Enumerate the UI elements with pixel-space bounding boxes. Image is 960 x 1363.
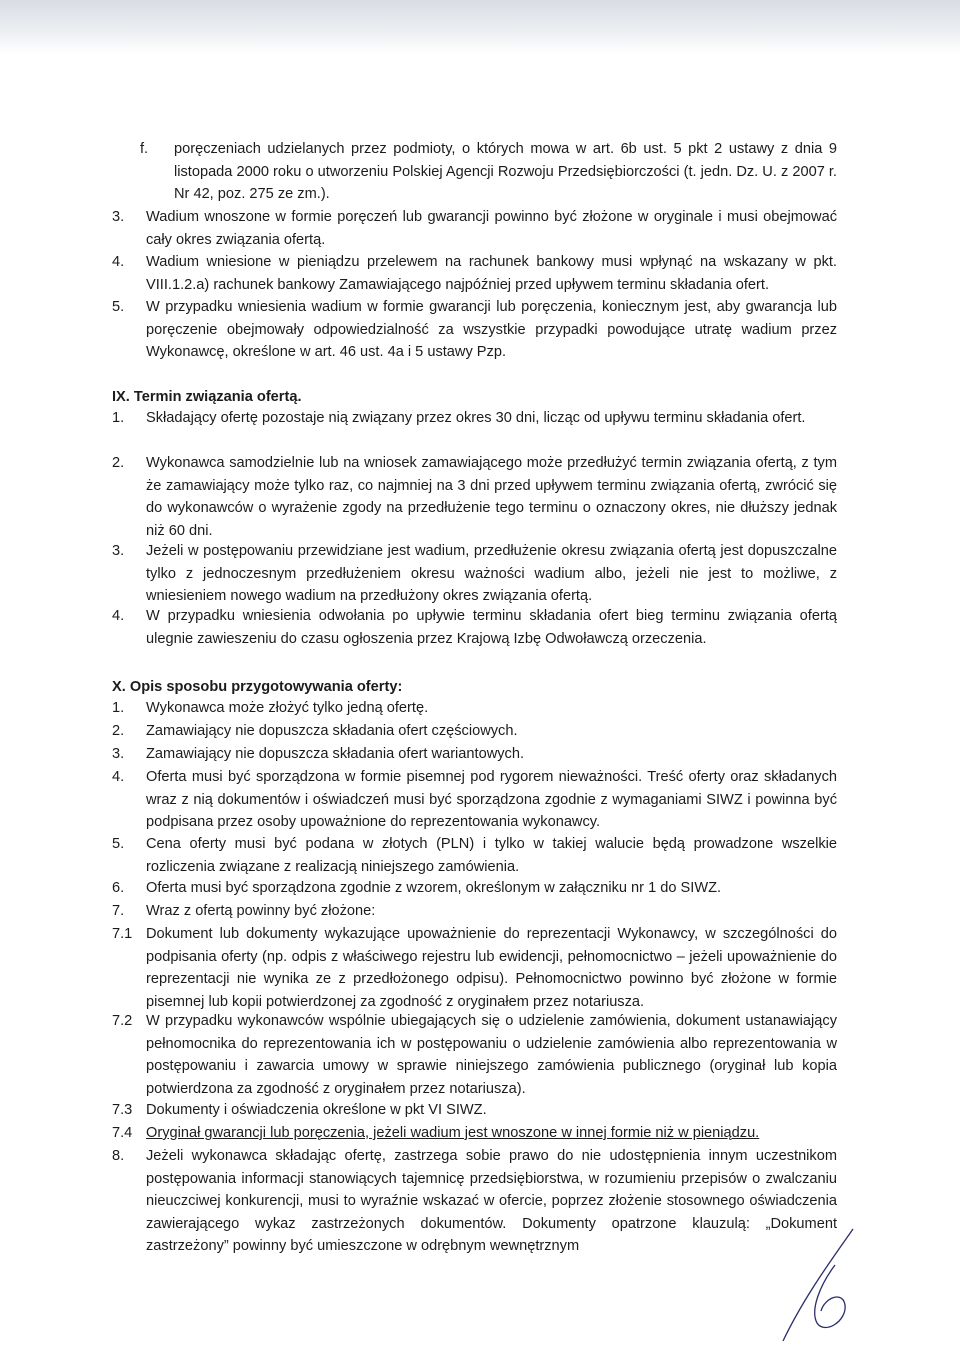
- list-item: [112, 900, 837, 923]
- item-text: Jeżeli w postępowaniu przewidziane jest wadium, przedłużenie okresu związania ofertą jest dopuszczalne tylko z jednoczesnym przedłużeniem okresu ważności wadium albo, jeżeli nie jest to możliwe, z wniesieniem nowego wadium na przedłużony okres związania ofertą.: [146, 543, 837, 604]
- list-item: [112, 206, 837, 251]
- item-text: Wraz z ofertą powinny być złożone:: [146, 903, 376, 919]
- item-number: 7.1: [112, 926, 133, 942]
- item-number: 7.2: [112, 1013, 133, 1029]
- item-text: W przypadku wykonawców wspólnie ubiegających się o udzielenie zamówienia, dokument ustanawiający pełnomocnika do reprezentowania ich w postępowaniu o udzielenie zamówienia albo reprezentowania w postępowaniu i zawarcia umowy w sprawie niniejszego zamówienia publicznego (oryginał lub kopia potwierdzona za zgodność z oryginałem przez notariusza).: [146, 1013, 837, 1097]
- item-number: 4.: [112, 769, 125, 785]
- item-number: 1.: [112, 410, 125, 426]
- item-text: Jeżeli wykonawca składając ofertę, zastrzega sobie prawo do nie udostępnienia innym uczestnikom postępowania informacji stanowiących tajemnicę przedsiębiorstwa, w rozumieniu przepisów o zwalczaniu nieuczciwej konkurencji, musi to wyraźnie wskazać w ofercie, poprzez złożenie stosownego oświadczenia zawierającego wykaz zastrzeżonych dokumentów. Dokumenty opatrzone klauzulą: „Dokument zastrzeżony” powinny być umieszczone w odrębnym wewnętrznym: [146, 1148, 837, 1254]
- section-heading-x: [112, 676, 837, 698]
- item-number: 7.3: [112, 1102, 133, 1118]
- item-text: W przypadku wniesienia odwołania po upływie terminu składania ofert bieg terminu związania ofertą ulegnie zawieszeniu do czasu ogłoszenia przez Krajową Izbę Odwoławczą orzeczenia.: [146, 608, 837, 647]
- item-text: Zamawiający nie dopuszcza składania ofert wariantowych.: [146, 746, 524, 762]
- item-text: Oryginał gwarancji lub poręczenia, jeżeli wadium jest wnoszone w innej formie niż w pieniądzu.: [146, 1125, 760, 1141]
- list-item: [112, 452, 837, 542]
- item-text: Cena oferty musi być podana w złotych (PLN) i tylko w takiej walucie będą prowadzone wszelkie rozliczenia związane z realizacją niniejszego zamówienia.: [146, 836, 837, 875]
- list-item: [112, 697, 837, 720]
- section-heading-ix: [112, 386, 837, 408]
- item-number: 6.: [112, 880, 125, 896]
- list-item: [112, 407, 837, 430]
- list-item: [112, 1099, 837, 1122]
- item-number: 3.: [112, 746, 125, 762]
- list-item: [112, 743, 837, 766]
- list-item: [112, 296, 837, 364]
- list-item: [112, 540, 837, 608]
- item-number: 8.: [112, 1148, 125, 1164]
- list-item: [112, 766, 837, 834]
- section-number: IX.: [112, 389, 130, 405]
- item-number: 4.: [112, 254, 125, 270]
- section-title: Opis sposobu przygotowywania oferty:: [129, 679, 403, 695]
- item-text: Oferta musi być sporządzona w formie pisemnej pod rygorem nieważności. Treść oferty oraz składanych wraz z nią dokumentów i oświadczeń musi być sporządzona zgodnie z wymaganiami SIWZ i powinna być podpisana przez osoby upoważnione do reprezentowania wykonawcy.: [146, 769, 837, 830]
- item-number: f.: [140, 141, 149, 157]
- item-text: W przypadku wniesienia wadium w formie gwarancji lub poręczenia, koniecznym jest, aby gwarancja lub poręczenie obejmowały odpowiedzialność za wszystkie przypadki powodujące utratę wadium przez Wykonawcę, określone w art. 46 ust. 4a i 5 ustawy Pzp.: [146, 299, 837, 360]
- item-text: Wadium wnoszone w formie poręczeń lub gwarancji powinno być złożone w oryginale i musi obejmować cały okres związania ofertą.: [146, 209, 837, 248]
- item-number: 2.: [112, 723, 125, 739]
- item-number: 3.: [112, 209, 125, 225]
- section-title: Termin związania ofertą.: [133, 389, 302, 405]
- list-item: [112, 251, 837, 296]
- item-number: 4.: [112, 608, 125, 624]
- item-text: Oferta musi być sporządzona zgodnie z wzorem, określonym w załączniku nr 1 do SIWZ.: [146, 880, 722, 896]
- list-item: [112, 833, 837, 878]
- item-number: 5.: [112, 299, 125, 315]
- item-number: 7.: [112, 903, 125, 919]
- item-text: Wykonawca może złożyć tylko jedną ofertę.: [146, 700, 429, 716]
- item-text: Składający ofertę pozostaje nią związany przez okres 30 dni, licząc od upływu terminu składania ofert.: [146, 410, 806, 426]
- list-item: [112, 1010, 837, 1100]
- item-text: Wadium wniesione w pieniądzu przelewem na rachunek bankowy musi wpłynąć na wskazany w pkt. VIII.1.2.a) rachunek bankowy Zamawiającego najpóźniej przed upływem terminu składania ofert.: [146, 254, 837, 293]
- item-text: Dokumenty i oświadczenia określone w pkt VI SIWZ.: [146, 1102, 487, 1118]
- list-item: [140, 138, 837, 206]
- item-number: 3.: [112, 543, 125, 559]
- section-number: X.: [112, 679, 126, 695]
- item-text: poręczeniach udzielanych przez podmioty, o których mowa w art. 6b ust. 5 pkt 2 ustawy z dnia 9 listopada 2000 roku o utworzeniu Polskiej Agencji Rozwoju Przedsiębiorczości (t. jedn. Dz. U. z 2007 r. Nr 42, poz. 275 ze zm.).: [174, 141, 837, 202]
- item-text: Wykonawca samodzielnie lub na wniosek zamawiającego może przedłużyć termin związania ofertą, z tym że zamawiający może tylko raz, co najmniej na 3 dni przed upływem terminu związania ofertą, zwrócić się do wykonawców o wyrażenie zgody na przedłużenie tego terminu o oznaczony okres, nie dłuższy jednak niż 60 dni.: [146, 455, 837, 539]
- list-item: [112, 877, 837, 900]
- item-number: 5.: [112, 836, 125, 852]
- item-number: 1.: [112, 700, 125, 716]
- list-item: [112, 923, 837, 1013]
- list-item: [112, 720, 837, 743]
- signature-initial-icon: [775, 1225, 870, 1345]
- list-item: [112, 605, 837, 650]
- item-number: 7.4: [112, 1125, 133, 1141]
- list-item: [112, 1122, 837, 1145]
- item-text: Zamawiający nie dopuszcza składania ofert częściowych.: [146, 723, 518, 739]
- item-text: Dokument lub dokumenty wykazujące upoważnienie do reprezentacji Wykonawcy, w szczególności do podpisania oferty (np. odpis z właściwego rejestru lub ewidencji, pełnomocnictwo – jeżeli upoważnienie do reprezentacji nie wynika ze z przedłożonego odpisu). Pełnomocnictwo powinno być złożone w formie pisemnej lub kopii potwierdzonej za zgodność z oryginałem przez notariusza.: [146, 926, 837, 1010]
- list-item: [112, 1145, 837, 1258]
- item-number: 2.: [112, 455, 125, 471]
